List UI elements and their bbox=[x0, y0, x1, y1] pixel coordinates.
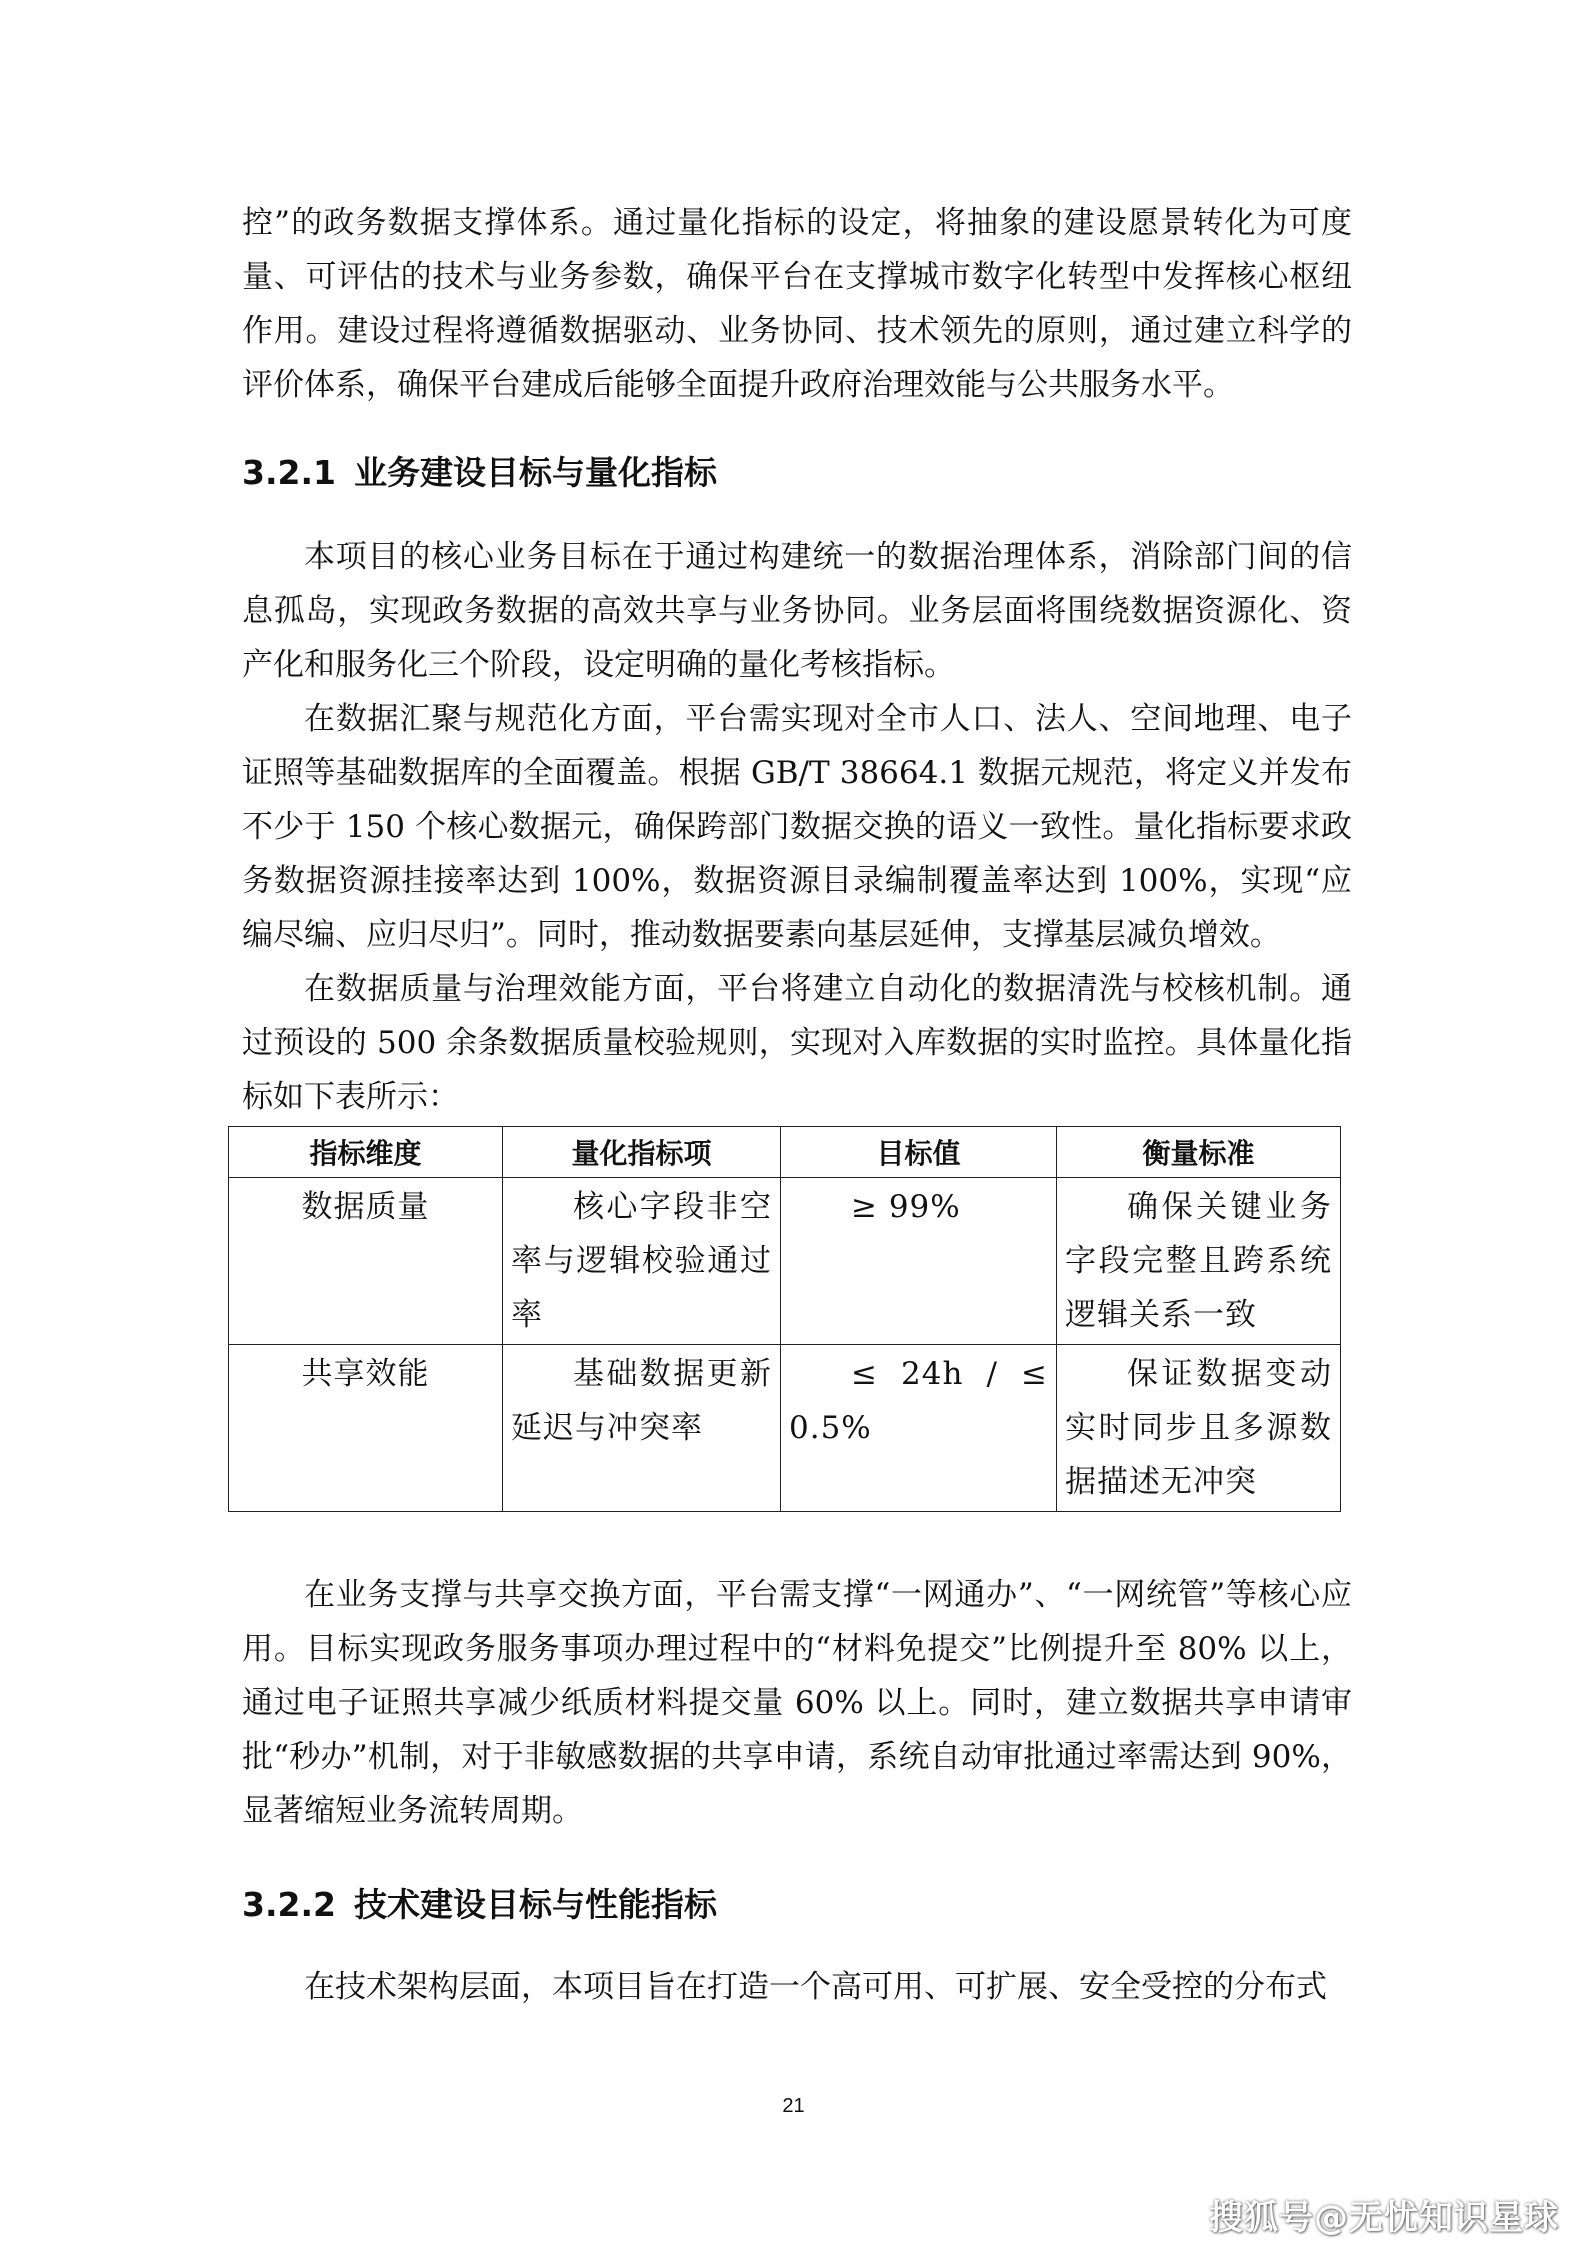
page-content bbox=[242, 196, 1352, 2014]
page-number: 21 bbox=[782, 2095, 805, 2117]
body-paragraph: 在业务支撑与共享交换方面，平台需支撑“一网通办”、“一网统管”等核心应用。目标实现政务服务事项办理过程中的“材料免提交”比例提升至 80% 以上，通过电子证照共享减少纸质材料提交量 60% 以上。同时，建立数据共享申请审批“秒办”机制，对于非敏感数据的共享申请，系统自动审批通过率需达到 90%，显著缩短业务流转周期。 bbox=[242, 1577, 1352, 1829]
table-cell-target: ≥ 99% bbox=[781, 1178, 1057, 1345]
table-header-cell: 目标值 bbox=[781, 1127, 1057, 1178]
section-title: 业务建设目标与量化指标 bbox=[353, 453, 717, 492]
body-paragraph: 在数据质量与治理效能方面，平台将建立自动化的数据清洗与校核机制。通过预设的 500 余条数据质量校验规则，实现对入库数据的实时监控。具体量化指标如下表所示： bbox=[242, 971, 1352, 1115]
table-header-cell: 量化指标项 bbox=[503, 1127, 781, 1178]
metrics-table bbox=[228, 1126, 1341, 1512]
table-row bbox=[229, 1345, 1341, 1512]
section-title: 技术建设目标与性能指标 bbox=[353, 1885, 717, 1924]
table-cell-item: 基础数据更新延迟与冲突率 bbox=[503, 1345, 781, 1512]
section-number: 3.2.1 bbox=[242, 453, 336, 492]
table-cell-dimension: 共享效能 bbox=[229, 1345, 503, 1512]
table-header-row bbox=[229, 1127, 1341, 1178]
table-cell-target: ≤ 24h / ≤ 0.5% bbox=[781, 1345, 1057, 1512]
watermark-text: 搜狐号@无忧知识星球 bbox=[1209, 2198, 1559, 2238]
table-header-cell: 指标维度 bbox=[229, 1127, 503, 1178]
table-cell-item: 核心字段非空率与逻辑校验通过率 bbox=[503, 1178, 781, 1345]
table-cell-dimension: 数据质量 bbox=[229, 1178, 503, 1345]
body-paragraph: 在技术架构层面，本项目旨在打造一个高可用、可扩展、安全受控的分布式 bbox=[304, 1969, 1327, 2005]
table-cell-standard: 确保关键业务字段完整且跨系统逻辑关系一致 bbox=[1057, 1178, 1341, 1345]
body-paragraph: 在数据汇聚与规范化方面，平台需实现对全市人口、法人、空间地理、电子证照等基础数据库的全面覆盖。根据 GB/T 38664.1 数据元规范，将定义并发布不少于 150 个核心数据元，确保跨部门数据交换的语义一致性。量化指标要求政务数据资源挂接率达到 100%，数据资源目录编制覆盖率达到 100%，实现“应编尽编、应归尽归”。同时，推动数据要素向基层延伸，支撑基层减负增效。 bbox=[242, 701, 1352, 953]
section-heading-3-2-1 bbox=[242, 446, 1352, 500]
table-header-cell: 衡量标准 bbox=[1057, 1127, 1341, 1178]
section-heading-3-2-2 bbox=[242, 1878, 1352, 1932]
section-number: 3.2.2 bbox=[242, 1885, 336, 1924]
body-paragraph: 本项目的核心业务目标在于通过构建统一的数据治理体系，消除部门间的信息孤岛，实现政务数据的高效共享与业务协同。业务层面将围绕数据资源化、资产化和服务化三个阶段，设定明确的量化考核指标。 bbox=[242, 539, 1352, 683]
table-row bbox=[229, 1178, 1341, 1345]
intro-paragraph: 控”的政务数据支撑体系。通过量化指标的设定，将抽象的建设愿景转化为可度量、可评估的技术与业务参数，确保平台在支撑城市数字化转型中发挥核心枢纽作用。建设过程将遵循数据驱动、业务协同、技术领先的原则，通过建立科学的评价体系，确保平台建成后能够全面提升政府治理效能与公共服务水平。 bbox=[242, 205, 1352, 403]
table-cell-standard: 保证数据变动实时同步且多源数据描述无冲突 bbox=[1057, 1345, 1341, 1512]
